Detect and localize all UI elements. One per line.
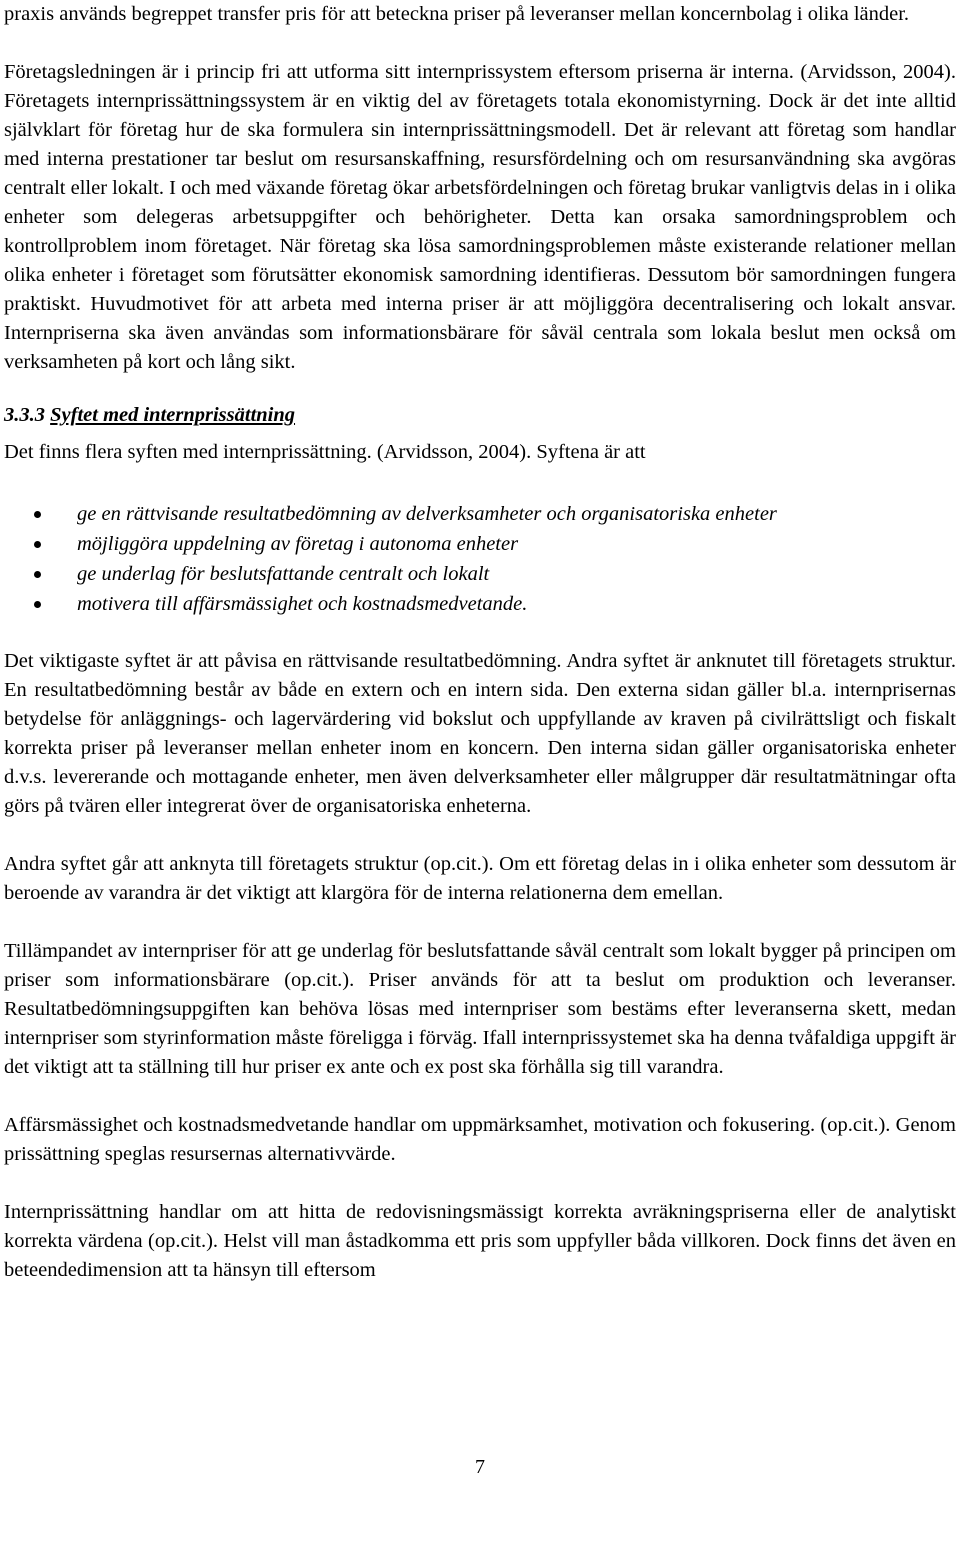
bullet-icon	[34, 541, 41, 548]
list-item: motivera till affärsmässighet och kostnadsmedvetande.	[4, 589, 956, 619]
paragraph-andra-syftet: Andra syftet går att anknyta till företagets struktur (op.cit.). Om ett företag delas in i olika enheter som dessutom är beroende av varandra är det viktigt att klargöra för de interna relationerna dem emellan.	[4, 853, 956, 904]
bullet-icon	[34, 571, 41, 578]
bullet-icon	[34, 601, 41, 608]
paragraph-internprissystem: Företagsledningen är i princip fri att utforma sitt internprissystem eftersom priserna är interna. (Arvidsson, 2004). Företagets internprissättningssystem är en viktig del av företagets totala ekonomistyrning. Dock är det inte alltid självklart för företag hur de ska formulera sin internprissättningsmodell. Det är relevant att företag som handlar med interna prestationer tar beslut om resursanskaffning, resursfördelning och om resursanvändning ska avgöras centralt eller lokalt. I och med växande företag ökar arbetsfördelningen och företag brukar vanligtvis delas in i olika enheter som delegeras arbetsuppgifter och behörigheter. Detta kan orsaka samordningsproblem och kontrollproblem inom företaget. När företag ska lösa samordningsproblemen måste existerande relationer mellan olika enheter i företaget som förutsätter ekonomisk samordning identifieras. Dessutom bör samordningen fungera praktiskt. Huvudmotivet för att arbeta med interna priser är att möjliggöra decentralisering och lokalt ansvar. Internpriserna ska även användas som informationsbärare för såväl centrala som lokala beslut men också om verksamheten på kort och lång sikt.	[4, 61, 956, 373]
section-number: 3.3.3	[4, 404, 45, 426]
bullet-icon	[34, 511, 41, 518]
list-item: möjliggöra uppdelning av företag i autonoma enheter	[4, 529, 956, 559]
paragraph-syften-intro: Det finns flera syften med internprissättning. (Arvidsson, 2004). Syftena är att	[4, 441, 646, 463]
document-page	[4, 0, 956, 1285]
list-item: ge underlag för beslutsfattande centralt och lokalt	[4, 559, 956, 589]
paragraph-transfer-pris: praxis används begreppet transfer pris för att beteckna priser på leveranser mellan koncernbolag i olika länder.	[4, 3, 910, 25]
paragraph-internprissattning: Internprissättning handlar om att hitta de redovisningsmässigt korrekta avräkningspriserna eller de analytiskt korrekta värdena (op.cit.). Helst vill man åstadkomma ett pris som uppfyller båda villkoren. Dock finns det även en beteendedimension att ta hänsyn till eftersom	[4, 1201, 956, 1281]
paragraph-tillampandet: Tillämpandet av internpriser för att ge underlag för beslutsfattande såväl centralt som lokalt bygger på principen om priser som informationsbärare (op.cit.). Priser används för att ta beslut om produktion och leveranser. Resultatbedömningsuppgiften kan behöva lösas med internpriser som bestäms efter leveranserna skett, medan internpriser som styrinformation måste föreligga i förväg. Ifall internprissystemet ska ha denna tvåfaldiga uppgift är det viktigt att ta ställning till hur priser ex ante och ex post ska förhålla sig till varandra.	[4, 940, 956, 1078]
paragraph-viktigaste-syftet: Det viktigaste syftet är att påvisa en rättvisande resultatbedömning. Andra syftet är anknutet till företagets struktur. En resultatbedömning består av både en extern och en intern sida. Den externa sidan gäller bl.a. internprisernas betydelse för anläggnings- och lagervärdering vid bokslut och uppfyllande av kraven på civilrättsligt och fiskalt korrekta priser på leveranser mellan enheter inom en koncern. Den interna sidan gäller organisatoriska enheter d.v.s. levererande och mottagande enheter, men även delverksamheter eller målgrupper där resultatmätningar ofta görs på tvären eller integrerat över de organisatoriska enheterna.	[4, 650, 956, 817]
paragraph-affarsmassighet: Affärsmässighet och kostnadsmedvetande handlar om uppmärksamhet, motivation och fokusering. (op.cit.). Genom prissättning speglas resursernas alternativvärde.	[4, 1114, 956, 1165]
section-title: Syftet med internprissättning	[50, 404, 296, 426]
list-item: ge en rättvisande resultatbedömning av delverksamheter och organisatoriska enheter	[4, 499, 956, 529]
section-heading	[4, 401, 956, 430]
page-number: 7	[475, 1456, 485, 1478]
purpose-list	[4, 499, 956, 619]
